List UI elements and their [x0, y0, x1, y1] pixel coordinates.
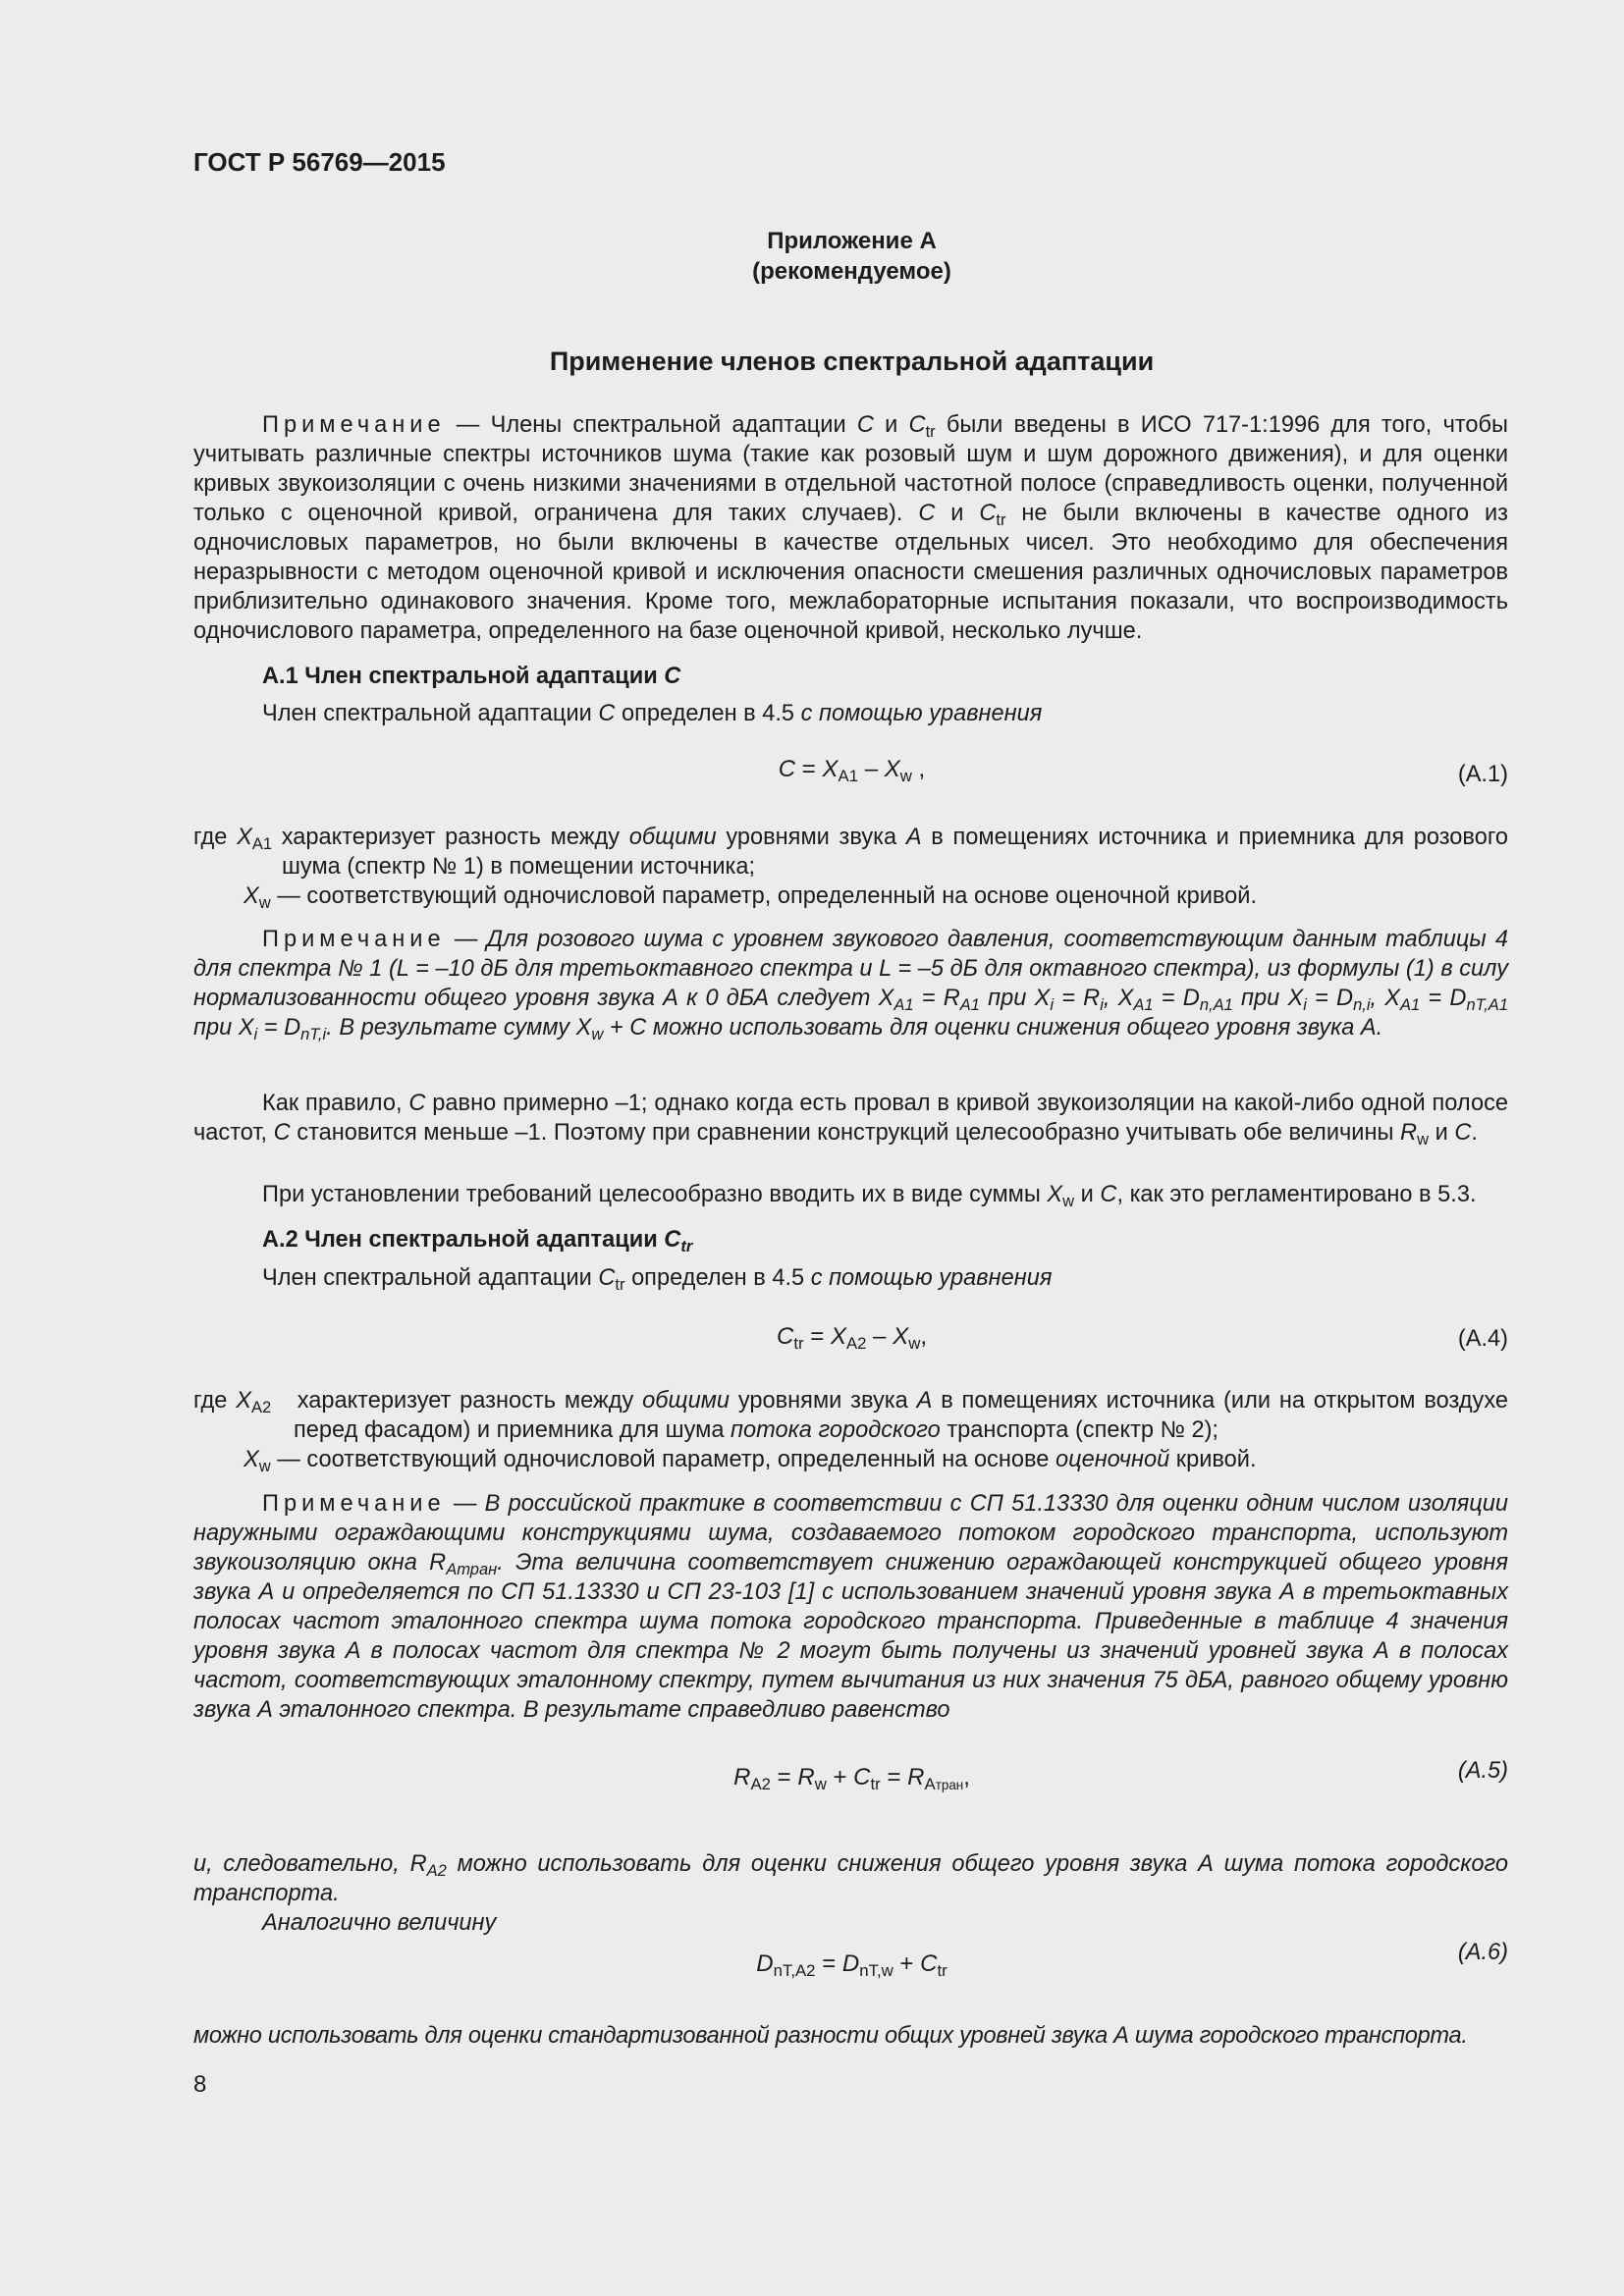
equation-a1: $C = X_{A1} - X_w$ , — [778, 756, 926, 786]
paragraph-after-a5: и, следовательно, $R_{A2}$ можно использовать для оценки снижения общего уровня звука А шума потока городского транспорта. — [193, 1851, 1508, 1906]
section-a2-heading: А.2 Член спектральной адаптации $C_{tr}$ — [262, 1227, 693, 1255]
equation-a6: $D_{nT,A2} = D_{nT,w} + C_{tr}$ — [756, 1950, 947, 1981]
equation-number-a5: (А.5) — [1457, 1758, 1508, 1784]
equation-a5: $R_{A2} = R_w + C_{tr} = R_{Aтран}$, — [733, 1764, 970, 1794]
a2-where-list — [193, 1386, 1508, 1474]
paragraph-final: можно использовать для оценки стандартизованной разности общих уровней звука А шума городского транспорта. — [193, 2023, 1468, 2049]
a1-where-list — [193, 823, 1508, 911]
paragraph-similar: Аналогично величину — [262, 1910, 497, 1936]
section-a1-heading: А.1 Член спектральной адаптации C — [262, 664, 681, 689]
a2-intro: Член спектральной адаптации $C_{tr}$ определен в 4.5 с помощью уравнения — [262, 1265, 1053, 1294]
note-label: Примечание — [262, 1491, 446, 1517]
a1-where-item-1: где $X_{A1}$ характеризует разность между общими уровнями звука A в помещениях источника и приемника для розового шума (спектр № 1) в помещении источника; — [193, 825, 1509, 880]
note-3: Примечание — В российской практике в соответствии с СП 51.13330 для оценки одним числом изоляции наружными ограждающими конструкциями шума, создаваемого потоком городского транспорта, используют звукоизоляцию окна $R_{Атран}$. Эта величина соответствует снижению ограждающей конструкцией общего уровня звука А и определяется по СП 51.13330 и СП 23-103 [1] с использованием значений уровня звука А в третьоктавных полосах частот эталонного спектра шума потока городского транспорта. Приведенные в таблице 4 значения уровня звука А в полосах частот для спектра № 2 могут быть получены из значений уровней звука А в полосах частот, соответствующих эталонному спектру, путем вычитания из них значения 75 дБА, равного общему уровню звука А эталонного спектра. В результате справедливо равенство — [193, 1491, 1509, 1723]
a1-intro: Член спектральной адаптации C определен в 4.5 с помощью уравнения — [262, 701, 1043, 726]
annex-status: (рекомендуемое) — [752, 258, 951, 285]
note-label: Примечание — [262, 927, 446, 952]
equation-number-a1: (А.1) — [1457, 762, 1508, 787]
paragraph-rule: Как правило, C равно примерно –1; однако когда есть провал в кривой звукоизоляции на какой-либо одной полосе частот, C становится меньше –1. Поэтому при сравнении конструкций целесообразно учитывать обе величины $R_w$ и C. — [193, 1091, 1508, 1148]
note-label: Примечание — [262, 412, 446, 438]
equation-a4: $C_{tr} = X_{A2} - X_w$, — [776, 1323, 927, 1354]
equation-number-a6: (А.6) — [1457, 1940, 1508, 1965]
paragraph-requirements: При установлении требований целесообразно вводить их в виде суммы $X_w$ и C, как это регламентировано в 5.3. — [262, 1182, 1477, 1210]
section-title: Применение членов спектральной адаптации — [549, 347, 1155, 376]
standard-header: ГОСТ Р 56769—2015 — [193, 147, 446, 177]
a1-where-item-2: $X_w$ — соответствующий одночисловой параметр, определенный на основе оценочной кривой. — [244, 883, 1258, 912]
note-1: Примечание — Члены спектральной адаптации C и $C_{tr}$ были введены в ИСО 717-1:1996 для того, чтобы учитывать различные спектры источников шума (такие как розовый шум и шум дорожного движения), и для оценки кривых звукоизоляции с очень низкими значениями в отдельной частотной полосе (справедливость оценки, полученной только с оценочной кривой, ограничена для таких случаев). C и $C_{tr}$ не были включены в качестве одного из одночисловых параметров, но были включены в качестве отдельных чисел. Это необходимо для обеспечения неразрывности с методом оценочной кривой и исключения опасности смешения различных одночисловых параметров приблизительно одинакового значения. Кроме того, межлабораторные испытания показали, что воспроизводимость одночислового параметра, определенного на базе оценочной кривой, несколько лучше. — [193, 412, 1508, 644]
annex-title: Приложение А — [767, 228, 937, 254]
a2-where-item-1: где $X_{A2}$ характеризует разность между общими уровнями звука A в помещениях источника (или на открытом воздухе перед фасадом) и приемника для шума потока городского транспорта (спектр № 2); — [193, 1388, 1508, 1443]
page-number: 8 — [193, 2071, 207, 2098]
annex-heading — [0, 226, 1624, 287]
equation-number-a4: (А.4) — [1457, 1326, 1508, 1352]
note-2: Примечание — Для розового шума с уровнем звукового давления, соответствующим данным таблицы 4 для спектра № 1 (L = –10 дБ для третьоктавного спектра и L = –5 дБ для октавного спектра), из формулы (1) в силу нормализованности общего уровня звука А к 0 дБА следует $X_{A1} = R_{A1}$ при $X_i = R_i$, $X_{A1} = D_{n,A1}$ при $X_i = D_{n,i}$, $X_{A1} = D_{nT,A1}$ при $X_i = D_{nT,i}$. В результате сумму $X_w + C$ можно использовать для оценки снижения общего уровня звука А. — [193, 927, 1508, 1043]
a2-where-item-2: $X_w$ — соответствующий одночисловой параметр, определенный на основе оценочной кривой. — [244, 1447, 1257, 1475]
